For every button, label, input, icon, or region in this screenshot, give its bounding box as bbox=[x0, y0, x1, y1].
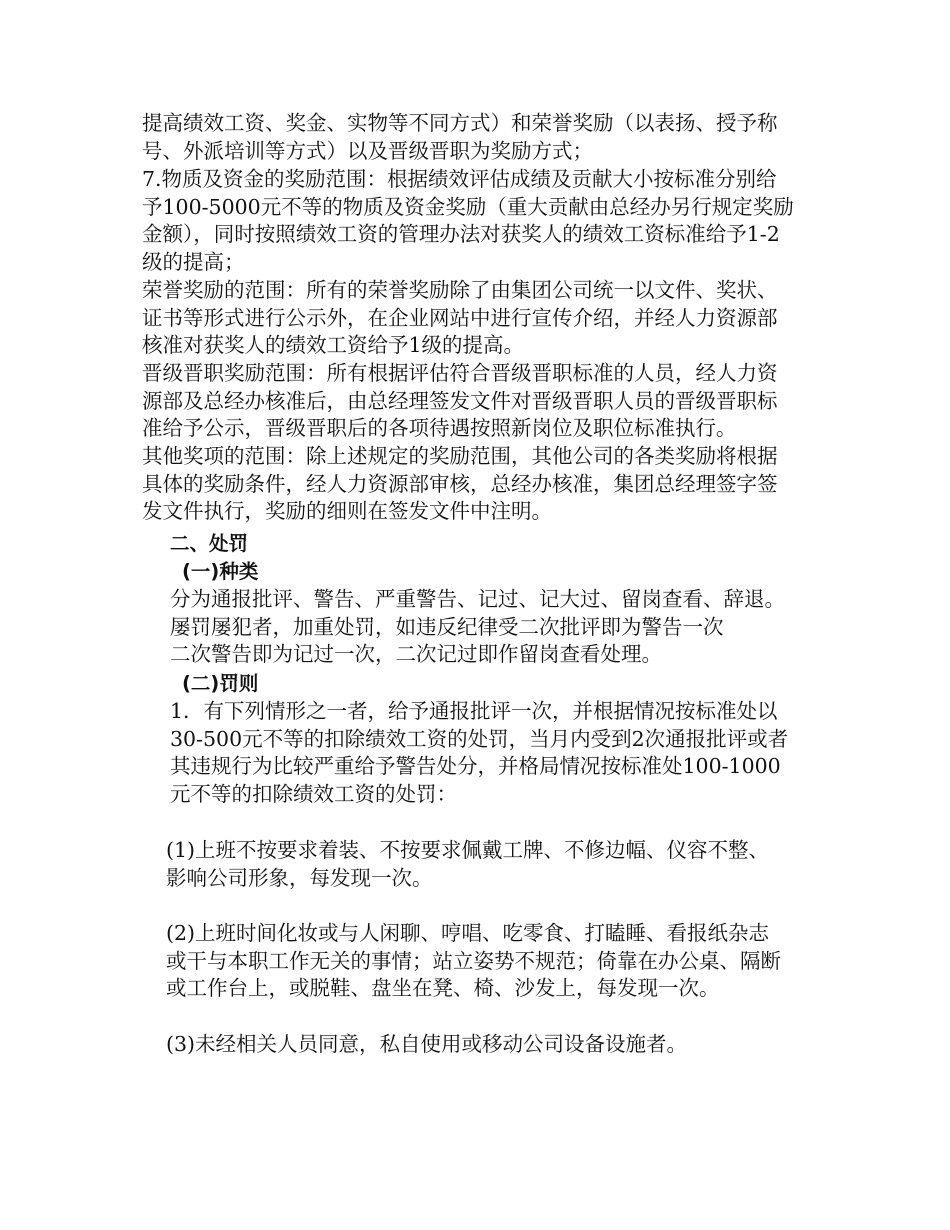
text-line: 元不等的扣除绩效工资的处罚： bbox=[170, 781, 457, 806]
rule-item-3 bbox=[166, 1031, 687, 1059]
text-line: (2)上班时间化妆或与人闲聊、哼唱、吃零食、打瞌睡、看报纸杂志 bbox=[166, 921, 770, 945]
material-award-paragraph bbox=[142, 166, 814, 276]
section-penalty-heading: 二、处罚 bbox=[170, 532, 249, 555]
promotion-award-paragraph bbox=[142, 360, 814, 443]
text-line: 源部及总经办核准后，由总经理签发文件对晋级晋职人员的晋级晋职标 bbox=[142, 388, 778, 413]
intro-paragraph bbox=[142, 110, 814, 165]
text-line: (1)上班不按要求着装、不按要求佩戴工牌、不修边幅、仪容不整、 bbox=[166, 838, 770, 862]
types-paragraph bbox=[170, 586, 785, 669]
honor-award-paragraph bbox=[142, 277, 814, 360]
text-line: 或工作台上，或脱鞋、盘坐在凳、椅、沙发上，每发现一次。 bbox=[166, 976, 720, 1001]
text-line: 核准对获奖人的绩效工资给予1级的提高。 bbox=[142, 333, 525, 358]
text-line: 金额），同时按照绩效工资的管理办法对获奖人的绩效工资标准给予1-2 bbox=[142, 222, 780, 247]
subsection-rules-heading: (二)罚则 bbox=[182, 672, 259, 695]
text-line: 级的提高； bbox=[142, 249, 245, 274]
text-line: 影响公司形象，每发现一次。 bbox=[166, 865, 433, 890]
rule1-paragraph bbox=[170, 698, 788, 808]
text-line: 屡罚屡犯者，加重处罚，如违反纪律受二次批评即为警告一次 bbox=[170, 614, 724, 639]
rule-item-2 bbox=[166, 920, 781, 1003]
text-line: 证书等形式进行公示外，在企业网站中进行宣传介绍，并经人力资源部 bbox=[142, 305, 778, 330]
text-line: 二次警告即为记过一次，二次记过即作留岗查看处理。 bbox=[170, 642, 662, 667]
text-line: 或干与本职工作无关的事情；站立姿势不规范；倚靠在办公桌、隔断 bbox=[166, 948, 781, 973]
text-line: 提高绩效工资、奖金、实物等不同方式）和荣誉奖励（以表扬、授予称 bbox=[142, 111, 778, 135]
text-line: 其违规行为比较严重给予警告处分，并格局情况按标准处100-1000 bbox=[170, 754, 781, 779]
rule-item-1 bbox=[166, 837, 769, 892]
text-line: 号、外派培训等方式）以及晋级晋职为奖励方式； bbox=[142, 138, 593, 163]
text-line: 其他奖项的范围：除上述规定的奖励范围，其他公司的各类奖励将根据 bbox=[142, 444, 778, 468]
text-line: 准给予公示，晋级晋职后的各项待遇按照新岗位及职位标准执行。 bbox=[142, 416, 737, 441]
text-line: 具体的奖励条件，经人力资源部审核，总经办核准，集团总经理签字签 bbox=[142, 471, 778, 496]
text-line: 予100-5000元不等的物质及资金奖励（重大贡献由总经办另行规定奖励 bbox=[142, 194, 794, 219]
text-line: 1．有下列情形之一者，给予通报批评一次，并根据情况按标准处以 bbox=[170, 699, 778, 723]
text-line: 7.物质及资金的奖励范围：根据绩效评估成绩及贡献大小按标准分别给 bbox=[142, 167, 777, 191]
text-line: 30-500元不等的扣除绩效工资的处罚，当月内受到2次通报批评或者 bbox=[170, 726, 789, 751]
text-line: 荣誉奖励的范围：所有的荣誉奖励除了由集团公司统一以文件、奖状、 bbox=[142, 278, 778, 302]
text-line: 分为通报批评、警告、严重警告、记过、记大过、留岗查看、辞退。 bbox=[170, 587, 785, 611]
other-award-paragraph bbox=[142, 443, 814, 526]
text-line: 晋级晋职奖励范围：所有根据评估符合晋级晋职标准的人员，经人力资 bbox=[142, 361, 778, 385]
text-line: (3)未经相关人员同意，私自使用或移动公司设备设施者。 bbox=[166, 1032, 688, 1056]
text-line: 发文件执行，奖励的细则在签发文件中注明。 bbox=[142, 499, 552, 524]
subsection-types-heading: (一)种类 bbox=[182, 560, 259, 583]
